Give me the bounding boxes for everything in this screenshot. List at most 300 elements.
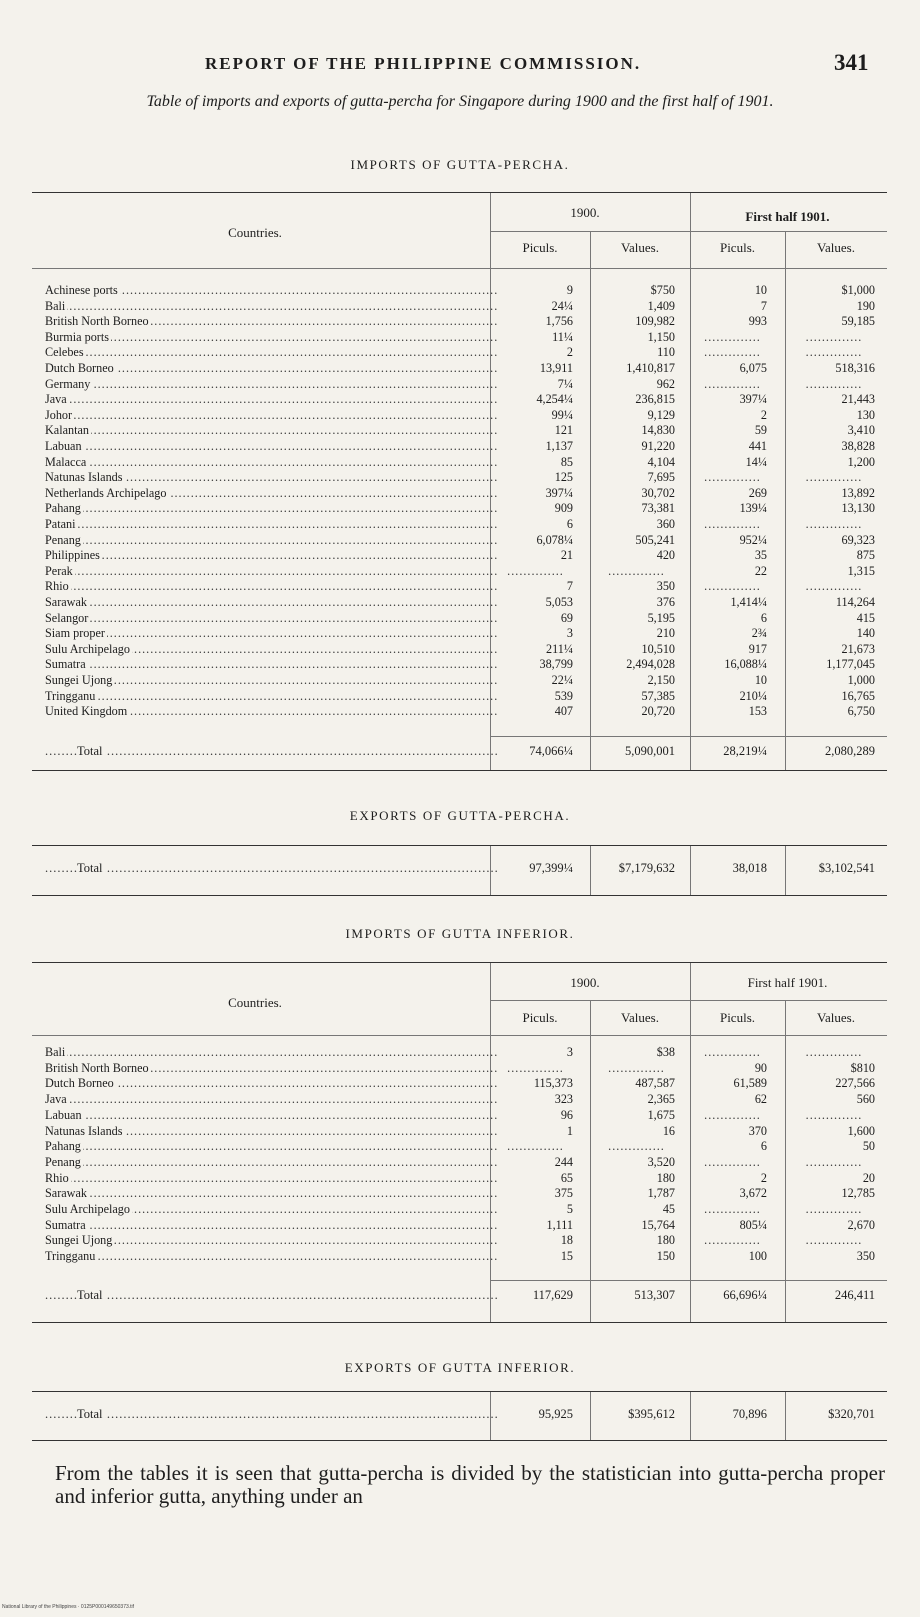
- table-row: [45, 1092, 887, 1106]
- table-row: [45, 673, 887, 687]
- table4-total-row: [45, 1406, 887, 1422]
- country-cell: [45, 673, 497, 687]
- country-cell: [45, 361, 497, 375]
- v1901-cell: 518,316: [835, 361, 875, 375]
- table3-values1-header: Values.: [621, 1010, 659, 1025]
- country-name: Sumatra: [45, 1217, 86, 1232]
- table-row: [45, 439, 887, 453]
- total-v1901: 2,080,289: [825, 744, 875, 758]
- v1900-cell: 962: [656, 376, 675, 391]
- country-cell: [45, 345, 497, 359]
- table3-divider: [785, 1001, 786, 1322]
- country-name: Pahang: [45, 1139, 81, 1154]
- p1900-cell: 397¼: [545, 485, 573, 500]
- country-name: Sarawak: [45, 1186, 87, 1201]
- v1900-cell: 16: [662, 1123, 675, 1138]
- country-cell: [45, 579, 497, 593]
- country-cell: [45, 1202, 497, 1216]
- country-cell: [45, 704, 497, 718]
- v1900-cell: 5,195: [647, 610, 675, 625]
- p1900-cell: 4,254¼: [536, 392, 573, 407]
- p1900-cell: 125: [554, 470, 573, 485]
- p1901-cell: 22: [754, 563, 767, 578]
- empty-cell-leader: ..............: [704, 470, 761, 485]
- table1-values1-header: Values.: [621, 240, 659, 255]
- p1901-cell: 6: [760, 610, 767, 625]
- v1900-cell: 57,385: [641, 688, 675, 703]
- country-cell: [45, 564, 497, 578]
- total-v1900: $7,179,632: [618, 861, 675, 875]
- country-cell: [45, 626, 497, 640]
- v1901-cell: 21,443: [841, 392, 875, 407]
- table3-piculs2-header: Piculs.: [719, 1010, 756, 1025]
- p1901-cell: 10: [754, 283, 767, 297]
- p1900-cell: 99¼: [551, 407, 573, 422]
- empty-cell-leader: ..............: [805, 1154, 863, 1169]
- table2-divider: [490, 846, 491, 895]
- p1901-cell: 139¼: [739, 501, 767, 516]
- v1901-cell: $1,000: [841, 283, 875, 297]
- p1900-cell: 1: [566, 1123, 573, 1138]
- country-name: Siam proper: [45, 626, 105, 641]
- table3-body: [45, 1045, 887, 1277]
- v1901-cell: 3,410: [847, 423, 875, 438]
- table4-divider: [490, 1392, 491, 1440]
- table1-countries-header: Countries.: [228, 225, 282, 240]
- table-row: [45, 1171, 887, 1185]
- v1900-cell: 2,494,028: [626, 657, 675, 672]
- country-cell: [45, 1155, 497, 1169]
- p1900-cell: 13,911: [539, 361, 573, 375]
- v1900-cell: 505,241: [635, 532, 675, 547]
- v1900-cell: 10,510: [641, 641, 675, 656]
- country-cell: [45, 533, 497, 547]
- table3-year-rule: [490, 1000, 887, 1001]
- table-row: [45, 595, 887, 609]
- country-name: British North Borneo: [45, 314, 149, 329]
- v1900-cell: 73,381: [641, 501, 675, 516]
- p1900-cell: 1,111: [546, 1217, 573, 1232]
- total-label: Total: [77, 1407, 103, 1421]
- p1901-cell: 14¼: [745, 454, 767, 469]
- table-caption: Table of imports and exports of gutta-percha for Singapore during 1900 and the first half of 1901.: [146, 93, 774, 110]
- p1901-cell: 10: [754, 673, 767, 687]
- table3-countries-header: Countries.: [228, 995, 282, 1010]
- table-row: [45, 611, 887, 625]
- v1900-cell: 150: [656, 1249, 675, 1264]
- empty-cell-leader: ..............: [805, 470, 863, 485]
- v1901-cell: 13,130: [841, 501, 875, 516]
- total-p1901: 28,219¼: [723, 744, 767, 758]
- empty-cell-leader: ..............: [704, 345, 761, 360]
- table-row: [45, 283, 887, 297]
- country-cell: [45, 408, 497, 422]
- table-row: [45, 423, 887, 437]
- country-name: Germany: [45, 376, 91, 391]
- empty-cell-leader: ..............: [704, 1045, 761, 1059]
- p1901-cell: 16,088¼: [724, 657, 767, 672]
- total-label-cell: [45, 1287, 497, 1303]
- table1-body: [45, 283, 887, 725]
- p1900-cell: 15: [560, 1249, 573, 1264]
- table-row: [45, 1139, 887, 1153]
- v1901-cell: 50: [862, 1139, 875, 1154]
- country-name: Sulu Archipelago: [45, 641, 130, 656]
- country-cell: [45, 1171, 497, 1185]
- v1901-cell: 12,785: [841, 1186, 875, 1201]
- v1901-cell: 875: [856, 548, 875, 563]
- country-name: Natunas Islands: [45, 470, 123, 485]
- table4-divider: [785, 1392, 786, 1440]
- body-paragraph: From the tables it is seen that gutta-percha is divided by the statistician into gutta-percha proper and inferior gutta, anything under an: [55, 1461, 885, 1508]
- table1-total-row: [45, 743, 887, 759]
- table3-values2-header: Values.: [817, 1010, 855, 1025]
- total-label-cell: [45, 860, 497, 876]
- v1901-cell: 16,765: [841, 688, 875, 703]
- country-name: Patani: [45, 517, 76, 531]
- total-p1900: 95,925: [538, 1407, 573, 1421]
- table1-header-rule: [32, 268, 887, 269]
- p1901-cell: 2¾: [751, 626, 767, 641]
- p1901-cell: 1,414¼: [730, 595, 767, 609]
- table1-top-rule: [32, 192, 887, 193]
- p1900-cell: 85: [560, 454, 573, 469]
- empty-cell-leader: ..............: [608, 1060, 665, 1075]
- empty-cell-leader: ..............: [805, 1233, 863, 1248]
- table-row: [45, 408, 887, 422]
- total-label: Total: [77, 1288, 103, 1302]
- empty-cell-leader: ..............: [507, 1139, 564, 1154]
- p1900-cell: 7¼: [557, 376, 573, 391]
- table3-bottom-rule: [32, 1322, 887, 1323]
- total-v1901: 246,411: [834, 1288, 875, 1302]
- country-cell: [45, 657, 497, 671]
- p1901-cell: 269: [748, 485, 767, 500]
- empty-cell-leader: ..............: [805, 376, 863, 391]
- v1901-cell: 1,315: [847, 563, 875, 578]
- p1900-cell: 115,373: [533, 1076, 573, 1091]
- table-row: [45, 299, 887, 313]
- country-name: Bali: [45, 1045, 66, 1059]
- table3-header-rule: [32, 1035, 887, 1036]
- p1901-cell: 90: [754, 1060, 767, 1075]
- table3-divider: [490, 963, 491, 1322]
- empty-cell-leader: ..............: [608, 1139, 665, 1154]
- empty-cell-leader: ..............: [704, 376, 761, 391]
- p1900-cell: 96: [560, 1107, 573, 1122]
- country-name: Netherlands Archipelago: [45, 485, 167, 500]
- empty-cell-leader: ..............: [805, 517, 863, 531]
- table-row: [45, 579, 887, 593]
- p1901-cell: 6,075: [739, 361, 767, 375]
- table2-divider: [690, 846, 691, 895]
- p1901-cell: 35: [754, 548, 767, 563]
- page-number: 341: [834, 50, 869, 75]
- p1900-cell: 3: [566, 626, 573, 641]
- empty-cell-leader: ..............: [805, 579, 863, 594]
- country-name: United Kingdom: [45, 704, 128, 719]
- p1900-cell: 38,799: [539, 657, 573, 672]
- p1900-cell: 7: [566, 579, 573, 594]
- v1900-cell: 236,815: [635, 392, 675, 407]
- table2-divider: [590, 846, 591, 895]
- table1-piculs2-header: Piculs.: [719, 240, 756, 255]
- table4-divider: [690, 1392, 691, 1440]
- total-p1901: 70,896: [732, 1407, 767, 1421]
- v1900-cell: 9,129: [647, 407, 675, 422]
- v1901-cell: 1,200: [847, 454, 875, 469]
- v1900-cell: 487,587: [635, 1076, 675, 1091]
- p1900-cell: 11¼: [552, 329, 573, 344]
- country-name: Philippines: [45, 548, 100, 563]
- p1900-cell: 69: [560, 610, 573, 625]
- country-cell: [45, 1139, 497, 1153]
- table-row: [45, 345, 887, 359]
- country-cell: [45, 392, 497, 406]
- v1901-cell: 1,000: [847, 673, 875, 687]
- p1900-cell: 5,053: [545, 595, 573, 609]
- country-name: Dutch Borneo: [45, 1076, 114, 1091]
- table-row: [45, 1045, 887, 1059]
- v1901-cell: 227,566: [835, 1076, 875, 1091]
- total-label-cell: [45, 743, 497, 759]
- v1900-cell: $38: [656, 1045, 675, 1059]
- table-row: [45, 1076, 887, 1090]
- table4-top-rule: [32, 1391, 887, 1392]
- p1901-cell: 6: [760, 1139, 767, 1154]
- v1901-cell: 140: [856, 626, 875, 641]
- p1901-cell: 59: [754, 423, 767, 438]
- table1-divider: [590, 232, 591, 770]
- table-row: [45, 548, 887, 562]
- country-cell: [45, 611, 497, 625]
- p1900-cell: 1,137: [545, 439, 573, 453]
- p1900-cell: 22¼: [551, 673, 573, 687]
- p1900-cell: 3: [566, 1045, 573, 1059]
- empty-cell-leader: ..............: [704, 1107, 761, 1122]
- table3-total-rule: [490, 1280, 887, 1281]
- total-label: Total: [77, 744, 103, 758]
- country-name: Sungei Ujong: [45, 1233, 113, 1248]
- table-row: [45, 361, 887, 375]
- p1900-cell: 24¼: [551, 298, 573, 313]
- table3-piculs1-header: Piculs.: [522, 1010, 558, 1025]
- country-cell: [45, 1061, 497, 1075]
- total-v1901: $320,701: [828, 1407, 875, 1421]
- country-name: Labuan: [45, 439, 82, 453]
- country-cell: [45, 501, 497, 515]
- country-name: Sarawak: [45, 595, 87, 609]
- table2-divider: [785, 846, 786, 895]
- table-row: [45, 1249, 887, 1263]
- table-row: [45, 1155, 887, 1169]
- v1900-cell: 360: [656, 517, 675, 531]
- empty-cell-leader: ..............: [704, 1233, 761, 1248]
- total-p1901: 38,018: [732, 861, 767, 875]
- table-row: [45, 1233, 887, 1247]
- p1901-cell: 153: [748, 704, 767, 719]
- table-row: [45, 1218, 887, 1232]
- table4-divider: [590, 1392, 591, 1440]
- table2-total-row: [45, 860, 887, 876]
- v1901-cell: 130: [856, 407, 875, 422]
- country-name: Perak: [45, 563, 73, 578]
- country-name: Tringganu: [45, 688, 96, 703]
- country-cell: [45, 377, 497, 391]
- v1900-cell: 2,150: [647, 673, 675, 687]
- empty-cell-leader: ..............: [704, 1154, 761, 1169]
- p1900-cell: 6: [566, 517, 573, 531]
- p1900-cell: 211¼: [546, 641, 573, 656]
- total-label-cell: [45, 1406, 497, 1422]
- v1900-cell: 210: [656, 626, 675, 641]
- table1-bottom-rule: [32, 770, 887, 771]
- v1901-cell: 13,892: [841, 485, 875, 500]
- v1900-cell: 350: [656, 579, 675, 594]
- country-cell: [45, 314, 497, 328]
- p1901-cell: 370: [748, 1123, 767, 1138]
- country-cell: [45, 423, 497, 437]
- country-name: Rhio: [45, 579, 69, 594]
- country-name: Java: [45, 392, 67, 407]
- empty-cell-leader: ..............: [704, 517, 761, 531]
- table-row: [45, 564, 887, 578]
- p1901-cell: 100: [748, 1249, 767, 1264]
- total-v1900: $395,612: [628, 1407, 675, 1421]
- country-name: Rhio: [45, 1170, 69, 1185]
- p1900-cell: 21: [560, 548, 573, 563]
- table3-top-rule: [32, 962, 887, 963]
- table1-title: IMPORTS OF GUTTA-PERCHA.: [350, 157, 570, 172]
- country-name: Natunas Islands: [45, 1123, 123, 1138]
- country-cell: [45, 1233, 497, 1247]
- country-name: Pahang: [45, 501, 81, 516]
- table-row: [45, 704, 887, 718]
- table-row: [45, 486, 887, 500]
- total-v1900: 5,090,001: [625, 744, 675, 758]
- total-v1901: $3,102,541: [818, 861, 875, 875]
- table1-divider: [490, 193, 491, 770]
- table-row: [45, 314, 887, 328]
- country-name: Sumatra: [45, 657, 86, 672]
- country-name: Tringganu: [45, 1249, 96, 1264]
- country-cell: [45, 1186, 497, 1200]
- table-row: [45, 470, 887, 484]
- empty-cell-leader: ..............: [704, 329, 761, 344]
- v1901-cell: 20: [862, 1170, 875, 1185]
- country-name: Sulu Archipelago: [45, 1202, 130, 1216]
- empty-cell-leader: ..............: [805, 1107, 863, 1122]
- table-row: [45, 642, 887, 656]
- v1900-cell: 1,409: [647, 298, 675, 313]
- p1901-cell: 3,672: [739, 1186, 767, 1201]
- table3-title: IMPORTS OF GUTTA INFERIOR.: [345, 926, 575, 941]
- p1900-cell: 323: [554, 1092, 573, 1107]
- total-p1900: 97,399¼: [529, 861, 573, 875]
- country-name: Malacca: [45, 454, 87, 469]
- country-cell: [45, 642, 497, 656]
- table-row: [45, 626, 887, 640]
- table3-total-row: [45, 1287, 887, 1303]
- country-name: Johor: [45, 407, 73, 422]
- p1900-cell: 121: [554, 423, 573, 438]
- country-cell: [45, 689, 497, 703]
- table4-title: EXPORTS OF GUTTA INFERIOR.: [344, 1360, 576, 1375]
- country-cell: [45, 548, 497, 562]
- country-cell: [45, 1108, 497, 1122]
- table-row: [45, 657, 887, 671]
- p1901-cell: 805¼: [739, 1217, 767, 1232]
- p1900-cell: 375: [554, 1186, 573, 1201]
- country-cell: [45, 1249, 497, 1263]
- v1900-cell: 180: [656, 1170, 675, 1185]
- table-row: [45, 1186, 887, 1200]
- v1901-cell: 190: [856, 298, 875, 313]
- country-cell: [45, 439, 497, 453]
- empty-cell-leader: ..............: [805, 345, 863, 360]
- p1901-cell: 62: [754, 1092, 767, 1107]
- empty-cell-leader: ..............: [805, 1045, 863, 1059]
- v1901-cell: 69,323: [841, 532, 875, 547]
- empty-cell-leader: ..............: [608, 563, 665, 578]
- v1900-cell: 1,787: [647, 1186, 675, 1201]
- table3-year1-header: 1900.: [570, 975, 600, 990]
- p1901-cell: 993: [748, 314, 767, 329]
- country-cell: [45, 1124, 497, 1138]
- total-p1900: 74,066¼: [529, 744, 573, 758]
- country-name: Burmia ports: [45, 329, 109, 344]
- v1901-cell: 6,750: [847, 704, 875, 719]
- v1900-cell: 3,520: [647, 1154, 675, 1169]
- v1900-cell: 45: [662, 1202, 675, 1216]
- v1901-cell: 38,828: [841, 439, 875, 453]
- p1901-cell: 952¼: [739, 532, 767, 547]
- table1-total-rule: [490, 736, 887, 737]
- p1900-cell: 407: [554, 704, 573, 719]
- p1900-cell: 2: [566, 345, 573, 360]
- table3-divider: [690, 963, 691, 1322]
- v1901-cell: 21,673: [841, 641, 875, 656]
- empty-cell-leader: ..............: [805, 1202, 863, 1216]
- v1900-cell: 15,764: [641, 1217, 675, 1232]
- total-p1901: 66,696¼: [723, 1288, 767, 1302]
- country-name: Penang: [45, 532, 81, 547]
- p1900-cell: 1,756: [545, 314, 573, 329]
- v1901-cell: 350: [856, 1249, 875, 1264]
- table-row: [45, 455, 887, 469]
- empty-cell-leader: ..............: [507, 1060, 564, 1075]
- p1900-cell: 244: [554, 1154, 573, 1169]
- v1900-cell: 7,695: [647, 470, 675, 485]
- country-cell: [45, 486, 497, 500]
- country-cell: [45, 299, 497, 313]
- v1901-cell: 560: [856, 1092, 875, 1107]
- country-name: Celebes: [45, 345, 84, 360]
- table-row: [45, 1108, 887, 1122]
- country-name: Dutch Borneo: [45, 361, 114, 375]
- table2-title: EXPORTS OF GUTTA-PERCHA.: [349, 808, 571, 823]
- p1900-cell: 6,078¼: [536, 532, 573, 547]
- p1900-cell: 5: [566, 1202, 573, 1216]
- v1900-cell: 110: [657, 345, 675, 360]
- table1-year1-header: 1900.: [570, 205, 600, 220]
- empty-cell-leader: ..............: [805, 329, 863, 344]
- country-cell: [45, 1045, 497, 1059]
- p1901-cell: 210¼: [739, 688, 767, 703]
- country-cell: [45, 1218, 497, 1232]
- v1900-cell: 2,365: [647, 1092, 675, 1107]
- v1901-cell: 1,600: [847, 1123, 875, 1138]
